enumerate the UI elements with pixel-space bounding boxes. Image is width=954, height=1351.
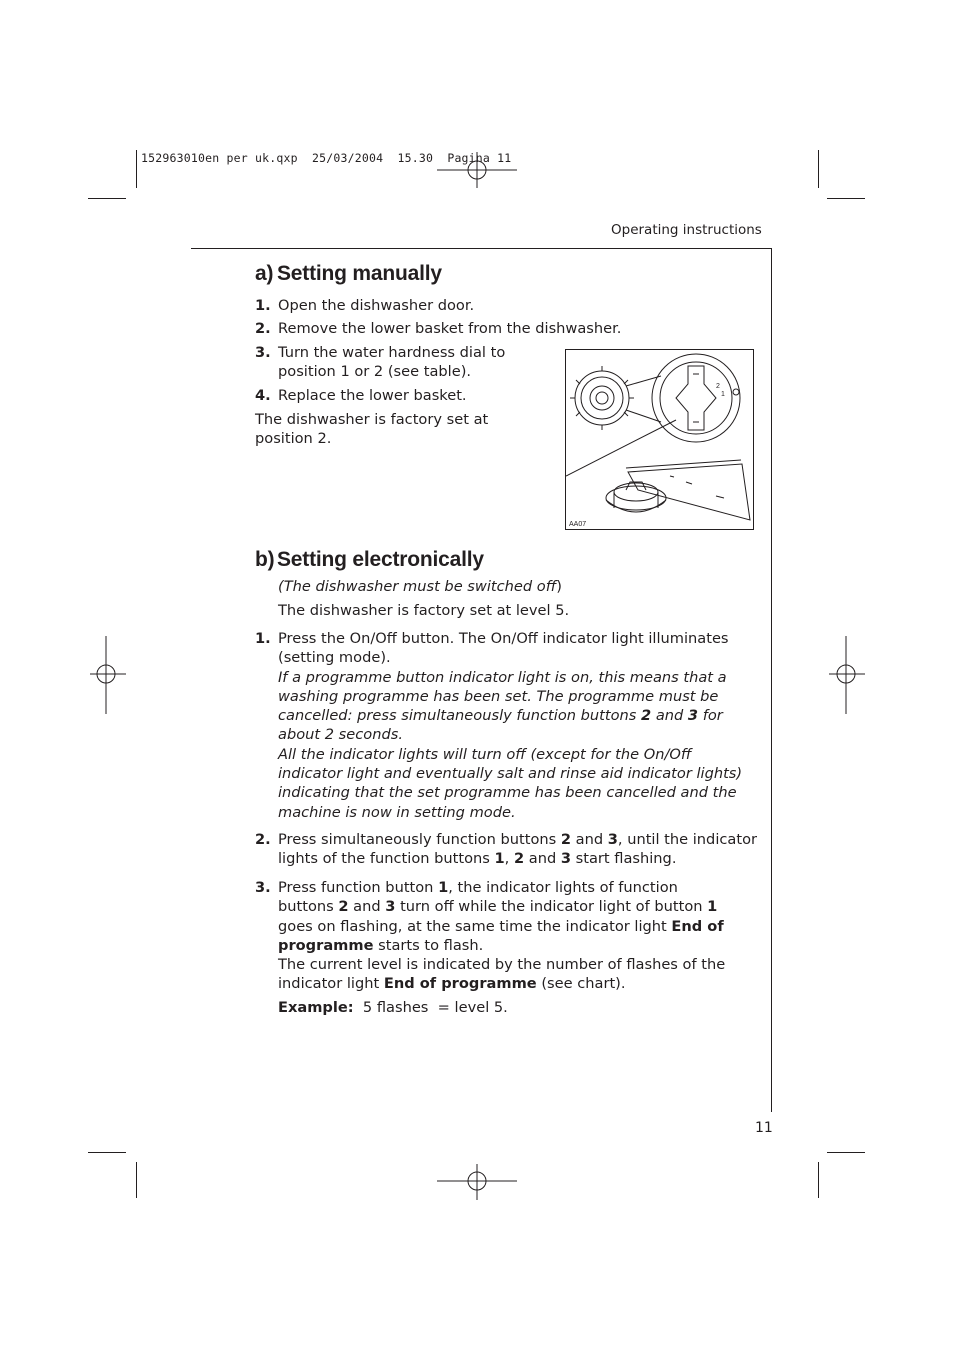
crop-mark <box>827 198 865 199</box>
example-line: Example: 5 flashes = level 5. <box>278 999 508 1016</box>
water-hardness-dial-illustration <box>565 349 754 530</box>
step-a4: 4. Replace the lower basket. <box>255 387 467 404</box>
registration-mark-right <box>827 636 867 714</box>
step-a3: 3. Turn the water hardness dial to position 1 or 2 (see table). <box>255 344 506 381</box>
factory-level-note: The dishwasher is factory set at level 5. <box>278 602 570 619</box>
print-slug-line: 152963010en per uk.qxp 25/03/2004 15.30 Pagina 11 <box>141 151 512 165</box>
page-number: 11 <box>755 1120 773 1136</box>
crop-mark <box>818 1162 819 1198</box>
header-rule <box>191 248 772 249</box>
crop-mark <box>136 1162 137 1198</box>
step-b3: 3. Press function button 1, the indicator lights of function buttons 2 and 3 turn off while the indicator light of button 1 goes on flashing, at the same time the indicator light End of programme starts to flash. The current level is indicated by the number of flashes of the indicator light End of programme (see chart). <box>255 879 726 993</box>
step-a2: 2. Remove the lower basket from the dishwasher. <box>255 320 622 337</box>
crop-mark <box>818 150 819 188</box>
svg-text:2: 2 <box>716 383 720 390</box>
crop-mark <box>827 1152 865 1153</box>
section-b-heading <box>255 548 484 572</box>
crop-mark <box>88 1152 126 1153</box>
registration-mark-bottom <box>437 1162 517 1202</box>
figure-code: AA07 <box>569 521 587 528</box>
switched-off-note: (The dishwasher must be switched off) <box>278 578 562 595</box>
crop-mark <box>88 198 126 199</box>
dial-drawing <box>566 350 753 529</box>
section-b-title: Setting electronically <box>277 548 484 571</box>
registration-mark-left <box>88 636 128 714</box>
section-a-heading <box>255 262 442 286</box>
margin-rule <box>771 248 772 1112</box>
section-b-letter: b) <box>255 548 275 571</box>
crop-mark <box>136 150 137 188</box>
section-a-title: Setting manually <box>277 262 442 285</box>
step-b2: 2. Press simultaneously function buttons 2 and 3, until the indicator lights of the function buttons 1, 2 and 3 start flashing. <box>255 831 757 868</box>
factory-position-note: The dishwasher is factory set at position 2. <box>255 411 489 448</box>
step-b1: 1. Press the On/Off button. The On/Off indicator light illuminates (setting mode). If a programme button indicator light is on, this means that a washing programme has been set. The programme must be cancelled: press simultaneously function buttons 2 and 3 for about 2 seconds. All the indicator lights will turn off (except for the On/Off indicator light and eventually salt and rinse aid indicator lights) indicating that the set programme has been cancelled and the machine is now in setting mode. <box>255 630 743 821</box>
svg-text:1: 1 <box>721 391 725 398</box>
step-a1: 1. Open the dishwasher door. <box>255 297 475 314</box>
section-a-letter: a) <box>255 262 274 285</box>
running-header: Operating instructions <box>611 222 762 238</box>
